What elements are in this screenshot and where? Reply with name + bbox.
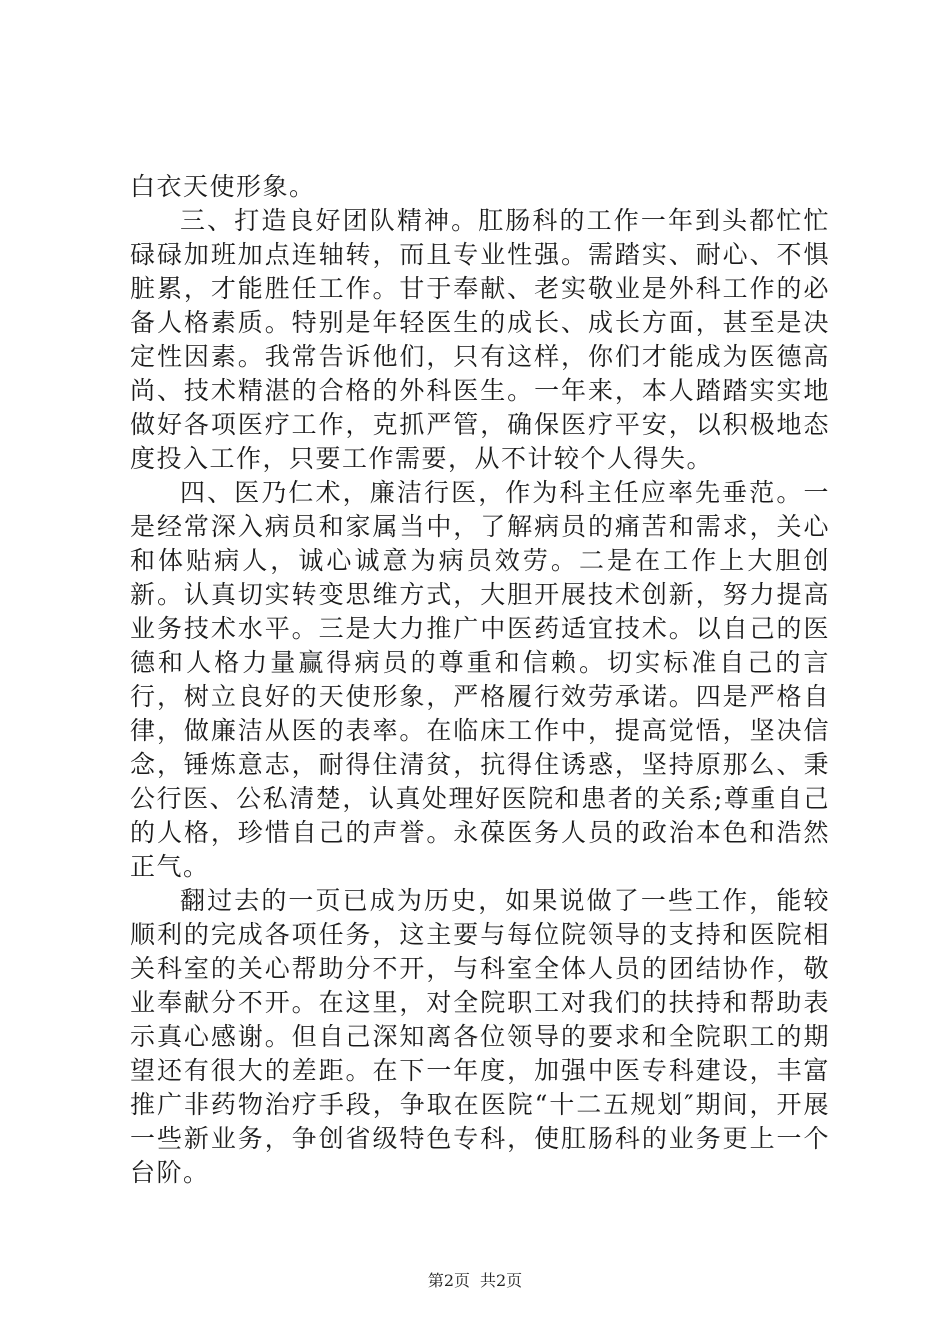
document-body	[130, 170, 830, 1190]
paragraph-conclusion: 翻过去的一页已成为历史，如果说做了一些工作，能较顺利的完成各项任务，这主要与每位院领导的支持和医院相关科室的关心帮助分不开，与科室全体人员的团结协作，敬业奉献分不开。在这里，对全院职工对我们的扶持和帮助表示真心感谢。但自己深知离各位领导的要求和全院职工的期望还有很大的差距。在下一年度，加强中医专科建设，丰富推广非药物治疗手段，争取在医院“十二五规划″期间，开展一些新业务，争创省级特色专科，使肛肠科的业务更上一个台阶。	[130, 886, 830, 1187]
paragraph-integrity: 四、医乃仁术，廉洁行医，作为科主任应率先垂范。一是经常深入病员和家属当中，了解病员的痛苦和需求，关心和体贴病人，诚心诚意为病员效劳。二是在工作上大胆创新。认真切实转变思维方式，大胆开展技术创新，努力提高业务技术水平。三是大力推广中医药适宜技术。以自己的医德和人格力量赢得病员的尊重和信赖。切实标准自己的言行，树立良好的天使形象，严格履行效劳承诺。四是严格自律，做廉洁从医的表率。在临床工作中，提高觉悟，坚决信念，锤炼意志，耐得住清贫，抗得住诱惑，坚持原那么、秉公行医、公私清楚，认真处理好医院和患者的关系;尊重自己的人格，珍惜自己的声誉。永葆医务人员的政治本色和浩然正气。	[130, 478, 830, 881]
page-number: 第2页	[427, 1271, 470, 1290]
page-total: 共2页	[480, 1271, 523, 1290]
page-footer	[0, 1268, 950, 1291]
paragraph-continuation: 白衣天使形象。	[130, 172, 316, 201]
paragraph-team-spirit: 三、打造良好团队精神。肛肠科的工作一年到头都忙忙碌碌加班加点连轴转，而且专业性强。需踏实、耐心、不惧脏累，才能胜任工作。甘于奉献、老实敬业是外科工作的必备人格素质。特别是年轻医生的成长、成长方面，甚至是决定性因素。我常告诉他们，只有这样，你们才能成为医德高尚、技术精湛的合格的外科医生。一年来，本人踏踏实实地做好各项医疗工作，克抓严管，确保医疗平安，以积极地态度投入工作，只要工作需要，从不计较个人得失。	[130, 206, 830, 473]
